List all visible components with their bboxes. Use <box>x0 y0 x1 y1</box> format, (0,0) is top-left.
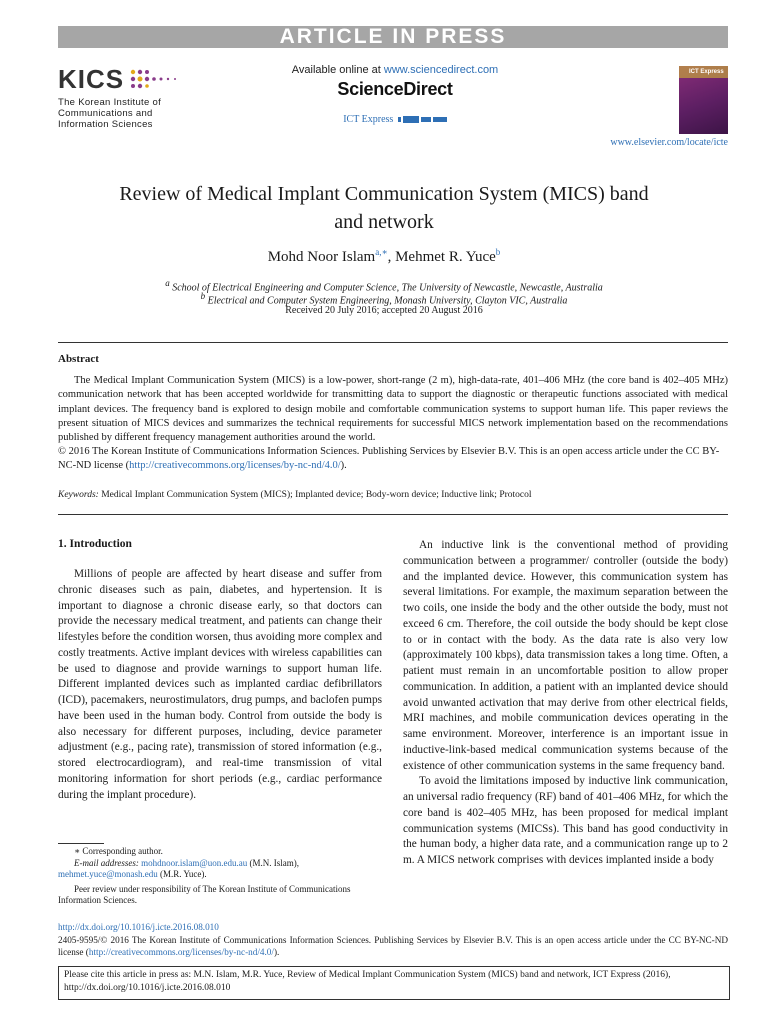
elsevier-journal-link[interactable]: www.elsevier.com/locate/icte <box>610 137 728 148</box>
kics-org-line: Communications and <box>58 108 153 119</box>
license-link[interactable]: http://creativecommons.org/licenses/by-nc-nd/4.0/ <box>88 947 274 957</box>
author-name: Mehmet R. Yuce <box>395 249 496 265</box>
citation-box: Please cite this article in press as: M.N. Islam, M.R. Yuce, Review of Medical Implant Communication System (MICS) band and network, ICT Express (2016), http://dx.doi.org/10.1016/j.icte.2016.08.010 <box>58 966 730 1000</box>
divider <box>58 514 728 515</box>
keywords: Keywords: Medical Implant Communication System (MICS); Implanted device; Body-worn device; Inductive link; Protocol <box>58 490 532 500</box>
issn-copyright: 2405-9595/© 2016 The Korean Institute of Communications Information Sciences. Publishing Services by Elsevier B.V. This is an open access article under the CC BY-NC-ND license (http://creativecommons.org/licenses/by-nc-nd/4.0/). <box>58 935 728 957</box>
peer-review-note: Peer review under responsibility of The Korean Institute of Communications Information Sciences. <box>58 883 351 905</box>
email-addresses: E-mail addresses: mohdnoor.islam@uon.edu.au (M.N. Islam), <box>74 857 299 868</box>
volume-bar-icon <box>433 117 447 122</box>
body-paragraph: To avoid the limitations imposed by inductive link communication, an universal radio frequency (RF) band of 401–406 MHz, for which the core band is 402–405 MHz, has been proposed for medical implant communication systems (MICSs). This band has good conductivity in the human body, a higher data rate, and a communication range up to 2 m. A MICS network comprises with devices implanted inside a body <box>403 775 728 866</box>
kics-org-line: The Korean Institute of <box>58 97 162 108</box>
affiliation: $^a$ School of Electrical Engineering and Computer Science, The University of Newcastle, Newcastle, Australia <box>165 278 603 294</box>
license-link[interactable]: http://creativecommons.org/licenses/by-nc-nd/4.0/ <box>129 460 341 472</box>
kics-org-line: Information Sciences <box>58 119 153 130</box>
body-paragraph: An inductive link is the conventional method of providing communication between a programmer/ controller (outside the body) and the implanted device. However, this communication system has several limitations. For example, the maximum separation between the two coils, one inside the body and the other outside the body, must not exceed 6 cm. Therefore, the coil outside the body should be kept close to or in contact with the body. As the data rate is also very low (approximately 100 kbps), data transmission takes a long time. Often, a patient must remain in an uncomfortable position to allow proper communication. In addition, a patient with an implanted device should avoid unwanted activation that may derive from other electrical fields, MRI machines, and mobile communication devices operating in the same environment. Moreover, interference is an important issue in inductive-link-based medical communication systems because of the existence of other communication systems in the same frequency band. <box>403 539 728 772</box>
volume-bar-icon <box>398 117 401 122</box>
kics-logo <box>58 64 208 134</box>
abstract-copyright: © 2016 The Korean Institute of Communications Information Sciences. Publishing Services by Elsevier B.V. This is an open access article under the CC BY-NC-ND license (http://creativecommons.org/licenses/by-nc-nd/4.0/). <box>58 446 720 472</box>
body-paragraph: Millions of people are affected by heart disease and suffer from chronic diseases such as pain, diabetes, and hypertension. It is important to diagnose a chronic disease early, so that doctors can provide the necessary medical treatment, and patients can change their lifestyles before the condition worsen, thus avoiding more complex and costly treatments. Active implant devices with wireless capabilities can be used to diagnose and provide warnings to support human life. Different implanted devices such as implanted cardiac defibrillators (ICD), pacemakers, neurostimulators, drug pumps, and baclofen pumps have been used in the human body. Control from outside the body is also necessary for different purposes, including, device parameter adjustment (e.g., pacing rate), transmission of stored information (e.g., stored electrocardiogram), and real-time transmission of vital monitoring information for short periods (e.g., cardiac performance during the implant procedure). <box>58 568 382 801</box>
email-link[interactable]: mohdnoor.islam@uon.edu.au <box>141 857 248 868</box>
sciencedirect-block <box>250 64 540 125</box>
abstract-heading: Abstract <box>58 353 99 365</box>
sciencedirect-name: ScienceDirect <box>337 79 453 99</box>
doi-link[interactable]: http://dx.doi.org/10.1016/j.icte.2016.08.010 <box>58 922 219 932</box>
cover-title: ICT Express <box>689 69 724 75</box>
article-title: Review of Medical Implant Communication System (MICS) band and network <box>119 183 649 233</box>
divider <box>58 342 728 343</box>
author-affiliation-marker[interactable]: b <box>495 247 501 257</box>
left-column <box>58 538 382 803</box>
article-in-press-banner: ARTICLE IN PRESS <box>58 26 728 48</box>
footnote-divider <box>58 843 104 844</box>
journal-name: ICT Express <box>250 114 540 125</box>
author-affiliation-marker[interactable]: a,∗ <box>375 247 388 257</box>
affiliation: $^b$ Electrical and Computer System Engineering, Monash University, Clayton VIC, Australia <box>200 291 568 307</box>
received-date: Received 20 July 2016; accepted 20 August 2016 <box>285 305 483 316</box>
author-list: Mohd Noor Islam$^{a,∗}$, Mehmet R. Yuce$^b$ <box>267 247 501 265</box>
author-name: Mohd Noor Islam <box>267 249 376 265</box>
available-online: Available online at www.sciencedirect.com <box>291 64 499 76</box>
kics-logo-text: KICS <box>58 64 125 94</box>
section-heading: 1. Introduction <box>58 538 132 550</box>
email-addresses-cont: mehmet.yuce@monash.edu (M.R. Yuce). <box>58 869 207 879</box>
volume-bar-icon <box>421 117 431 122</box>
right-column <box>403 538 728 869</box>
sciencedirect-link[interactable]: www.sciencedirect.com <box>383 64 499 76</box>
journal-cover-image <box>679 66 728 134</box>
volume-bar-icon <box>403 116 419 123</box>
corresponding-author-note: ∗ Corresponding author. <box>74 846 163 856</box>
email-link[interactable]: mehmet.yuce@monash.edu <box>58 869 158 879</box>
kics-dots-icon <box>130 68 186 92</box>
footnotes <box>58 846 382 907</box>
abstract-text: The Medical Implant Communication System (MICS) is a low-power, short-range (2 m), high-data-rate, 401–406 MHz (the core band is 402–405 MHz) communication network that has been accepted worldwide for transmitting data to support the diagnostic or therapeutic functions associated with medical implant devices. The frequency band is explored to design mobile and comfortable communication systems to support human life. This paper reviews the present situation of MICS devices and summarizes the technical requirements for successful MICS network implementation based on the recommendations published by different frequency management authorities around the world. <box>58 375 728 444</box>
